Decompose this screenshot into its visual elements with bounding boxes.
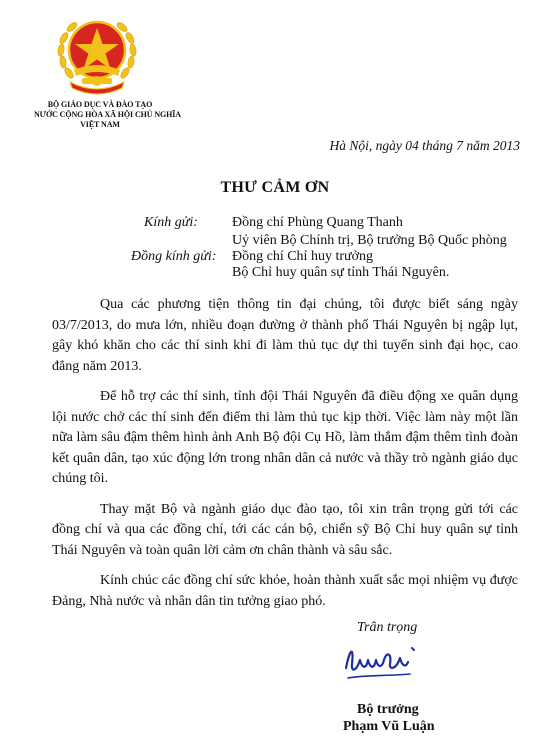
body-paragraph-4: Kính chúc các đồng chí sức khỏe, hoàn thành xuất sắc mọi nhiệm vụ được Đảng, Nhà nước và nhân dân tin tưởng giao phó. bbox=[52, 573, 518, 609]
ministry-header bbox=[34, 100, 181, 130]
letter-body bbox=[52, 295, 518, 622]
cc-org: Bộ Chỉ huy quân sự tỉnh Thái Nguyên. bbox=[232, 265, 450, 280]
to-name: Đồng chí Phùng Quang Thanh bbox=[232, 215, 403, 230]
cc-label: Đồng kính gửi: bbox=[131, 249, 217, 264]
body-paragraph-3: Thay mặt Bộ và ngành giáo dục đào tạo, tôi xin trân trọng gửi tới các đồng chí và qua các đồng chí, tới các cán bộ, chiến sỹ Bộ Chỉ huy quân sự tỉnh Thái Nguyên và toàn quân lời cảm ơn chân thành và sâu sắc. bbox=[52, 501, 518, 558]
national-emblem-icon bbox=[52, 8, 142, 98]
letter-title: THƯ CẢM ƠN bbox=[220, 179, 330, 196]
ministry-line-3: VIỆT NAM bbox=[80, 120, 120, 129]
closing: Trân trọng bbox=[357, 620, 418, 635]
body-paragraph-2: Để hỗ trợ các thí sinh, tỉnh đội Thái Nguyên đã điều động xe quân dụng lội nước chở các thí sinh đến điểm thi làm thủ tục kịp thời. Việc làm này một lần nữa làm sâu đậm thêm hình ảnh Anh Bộ đội Cụ Hồ, làm thắm đậm thêm tình đoàn kết quân dân, tạo xúc động lớn trong nhân dân cả nước và thầy trò ngành giáo dục chúng tôi. bbox=[52, 389, 518, 486]
ministry-line-1: BỘ GIÁO DỤC VÀ ĐÀO TẠO bbox=[47, 100, 153, 109]
body-paragraph-1: Qua các phương tiện thông tin đại chúng, tôi được biết sáng ngày 03/7/2013, do mưa lớn, nhiều đoạn đường ở thành phố Thái Nguyên bị ngập lụt, gây khó khăn cho các thí sinh khi đi làm thủ tục dự thi tuyển sinh đại học, cao đẳng năm 2013. bbox=[52, 297, 518, 374]
ministry-line-2: NƯỚC CỘNG HÒA XÃ HỘI CHỦ NGHĨA bbox=[34, 110, 181, 119]
handwritten-signature bbox=[340, 638, 430, 688]
signer-position: Bộ trưởng bbox=[357, 702, 419, 717]
to-position: Uỷ viên Bộ Chính trị, Bộ trưởng Bộ Quốc phòng bbox=[232, 233, 507, 248]
to-label: Kính gửi: bbox=[144, 215, 198, 230]
signer-name: Phạm Vũ Luận bbox=[343, 719, 435, 734]
cc-name: Đồng chí Chỉ huy trưởng bbox=[232, 249, 373, 264]
dateline: Hà Nội, ngày 04 tháng 7 năm 2013 bbox=[329, 138, 520, 153]
